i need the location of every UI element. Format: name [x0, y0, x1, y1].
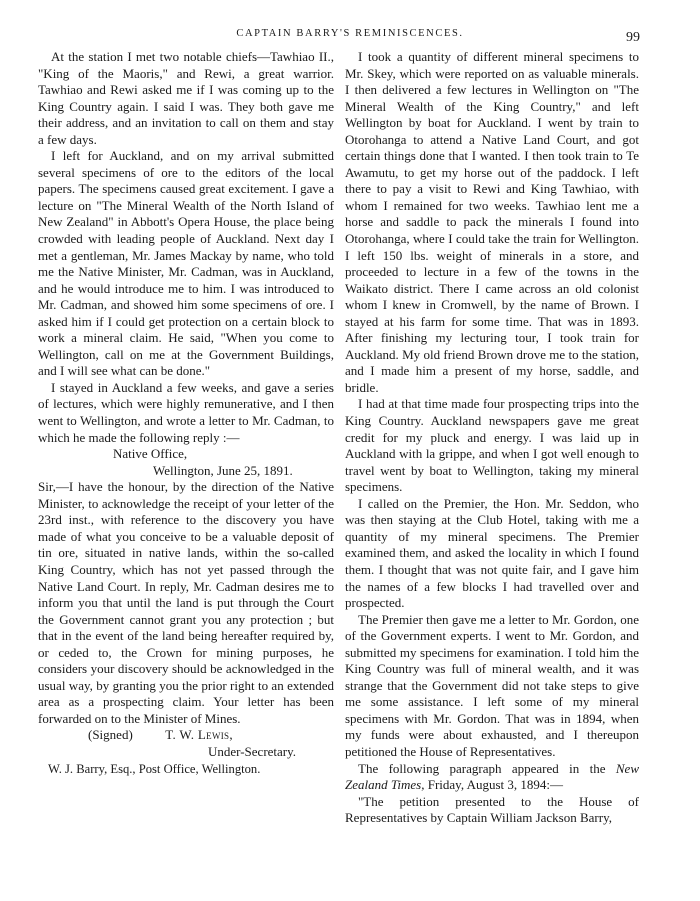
- signatory-title: Under-Secretary.: [208, 743, 297, 759]
- left-column: [38, 49, 334, 777]
- paragraph-mr-gordon: The Premier then gave me a letter to Mr. Gordon, one of the Government experts. I went to Mr. Gordon, and submitted my specimens for examination. I told him the King Country was full of mineral wealth, and it was strange that the Government did not take steps to give me some assistance. I left some of my mineral specimens with Mr. Gordon. That was in 1894, when my funds were about exhausted, and I thereupon petitioned the House of Representatives.: [345, 611, 639, 759]
- newspaper-lead: The following paragraph appeared in the: [358, 760, 616, 776]
- running-head: CAPTAIN BARRY'S REMINISCENCES.: [236, 28, 464, 39]
- page-number: 99: [626, 30, 640, 45]
- newspaper-date: Friday, August 3, 1894:—: [424, 777, 564, 793]
- paragraph-auckland-lecture: I left for Auckland, and on my arrival submitted several specimens of ore to the editors of the local papers. The specimens caused great excitement. I gave a lecture on "The Mineral Wealth of the North Island of New Zealand" in Abbott's Opera House, the place being crowded with leading people of Auckland. Next day I met a gentleman, Mr. James Mackay by name, who told me the Native Minister, Mr. Cadman, was in Auckland, and he would introduce me to him. I was introduced to Mr. Cadman, and showed him some specimens of ore. I asked him if I could get protection on a certain block to work a mineral claim. He said, "When you come to Wellington, call on me at the Government Buildings, and I will see what can be done.": [38, 148, 334, 379]
- letter-body: Sir,—I have the honour, by the direction of the Native Minister, to acknowledge the receipt of your letter of the 23rd inst., with reference to the discovery you have made of what you conceive to be a valuable deposit of tin ore, situated in native lands, within the so-called King Country, which has not yet passed through the Native Land Court. In reply, Mr. Cadman desires me to inform you that until the land is put through the Court the Government cannot grant you any protection ; but that in the event of the land being hereafter required by, or ceded to, the Crown for mining purposes, he considers your discovery should be acknowledged in the usual way, by granting you the prior right to an extended area as a prospecting claim. Your letter has been forwarded on to the Minister of Mines.: [38, 479, 334, 726]
- paragraph-wellington-letter: I stayed in Auckland a few weeks, and gave a series of lectures, which were highly remunerative, and I then went to Wellington, and wrote a letter to Mr. Cadman, to which he made the following reply :—: [38, 379, 334, 445]
- paragraph-premier-seddon: I called on the Premier, the Hon. Mr. Seddon, who was then staying at the Club Hotel, taking with me a quantity of my mineral specimens. The Premier examined them, and asked the locality in which I found them. I thought that was not quite fair, and I gave him the names of a few blocks I had travelled over and prospected.: [345, 495, 639, 611]
- signatory-name: T. W. Lewis,: [165, 727, 233, 743]
- paragraph-prospecting-trips: I had at that time made four prospecting trips into the King Country. Auckland newspapers gave me great credit for my pluck and energy. I was laid up in Auckland with la grippe, and when I got well enough to travel went by boat to Wellington, taking my mineral specimens.: [345, 396, 639, 495]
- paragraph-station-chiefs: At the station I met two notable chiefs—Tawhiao II., "King of the Maoris," and Rewi, a great warrior. Tawhiao and Rewi asked me if I was coming up to the King Country again. I said I was. They both gave me their address, and an invitation to call on them and stay a few days.: [38, 49, 334, 147]
- letter-date: Wellington, June 25, 1891.: [153, 462, 293, 478]
- paragraph-newspaper-notice: [345, 761, 639, 794]
- signature-line: [38, 727, 334, 744]
- letter-office: Native Office,: [113, 446, 188, 462]
- signed-label: (Signed): [88, 727, 133, 743]
- right-column: [345, 49, 639, 827]
- newspaper-title: New Zealand Times,: [345, 760, 639, 793]
- paragraph-mineral-specimens: I took a quantity of different mineral specimens to Mr. Skey, which were reported on as valuable minerals. I then delivered a few lectures in Wellington on "The Mineral Wealth of the King Country," and left Wellington by boat for Auckland. I went by train to Otorohanga to attend a Native Land Court, and got certain things done that I wanted. I then took train to Te Awamutu, to get my horse out of the paddock. I left there to pay a visit to Rewi and King Tawhiao, with whom I remained for two weeks. Tawhiao lent me a horse and saddle to pack the minerals I found into Otorohanga, where I could take the train for Wellington. I left 150 lbs. weight of minerals in a store, and proceeded to lecture in a few of the towns in the Waikato district. There I came across an old colonist whom I knew in Cromwell, by the name of Brown. I stayed at his farm for some time. That was in 1893. After finishing my lecturing tour, I took train for Auckland. My old friend Brown drove me to the station, and I made him a present of my horse, saddle, and bridle.: [345, 49, 639, 395]
- paragraph-petition-quote: "The petition presented to the House of Representatives by Captain William Jackson Barry,: [345, 793, 639, 826]
- letter-addressee: W. J. Barry, Esq., Post Office, Wellington.: [48, 761, 261, 776]
